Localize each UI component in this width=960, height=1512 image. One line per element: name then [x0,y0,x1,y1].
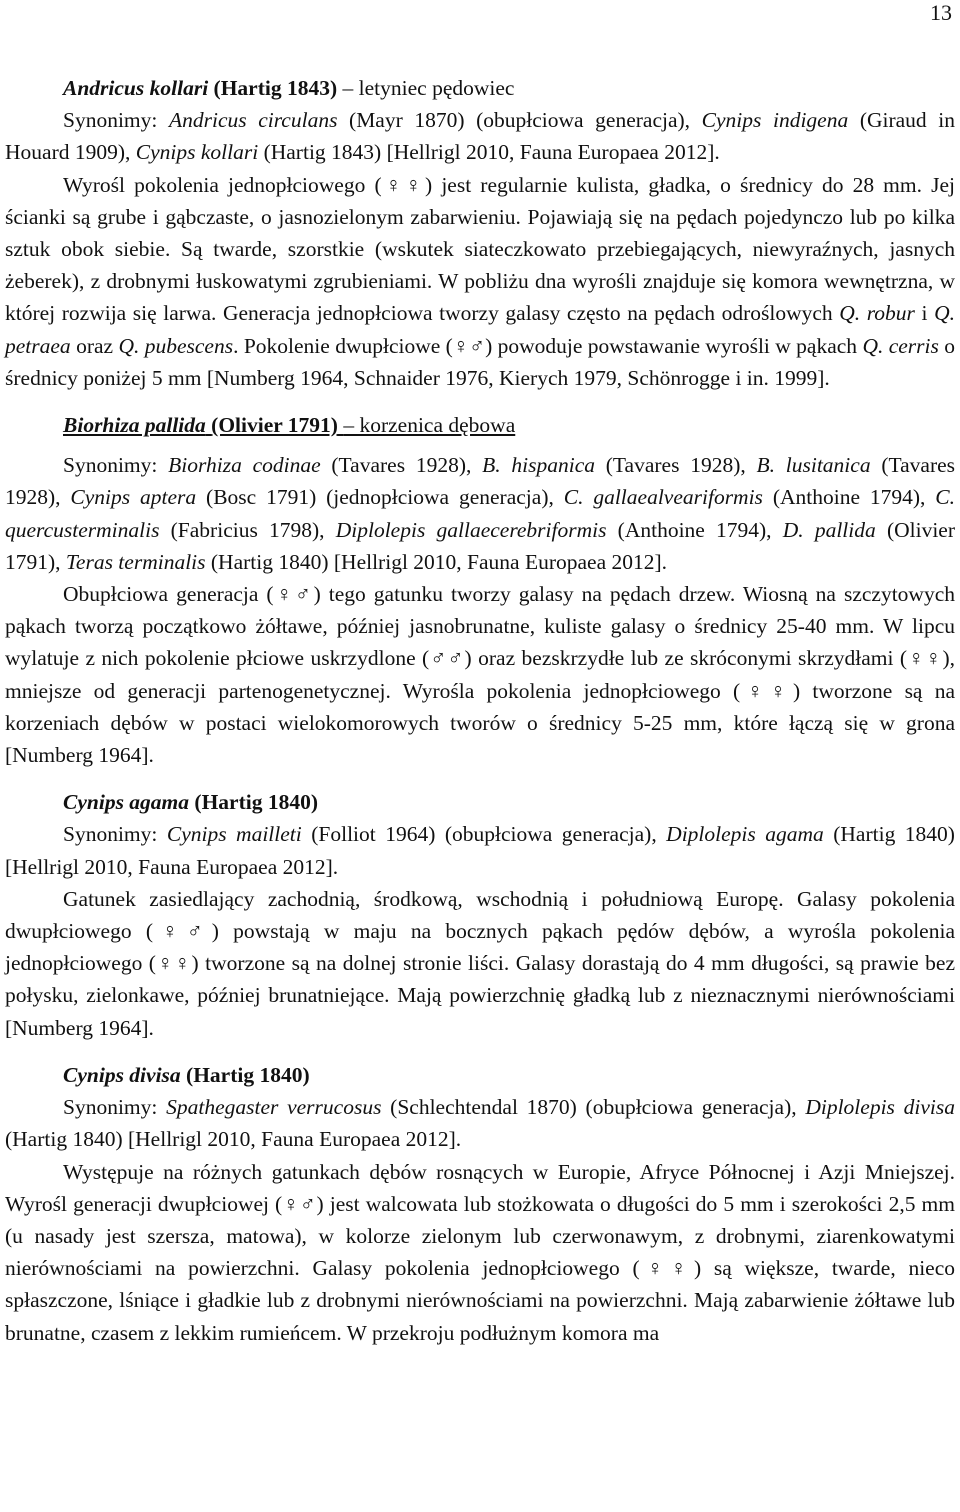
text-run: (Folliot 1964) (obupłciowa generacja), [301,822,667,847]
taxon-name: Q. robur [839,301,915,326]
taxon-name: Andricus circulans [168,108,338,133]
species-heading [5,72,955,104]
taxon-name: Biorhiza codinae [168,453,321,478]
species-author: (Hartig 1840) [186,1062,310,1087]
species-name-bold [63,1063,310,1087]
synonyms-paragraph [5,1091,955,1155]
article-body [5,72,955,1349]
text-run: oraz [70,333,119,358]
synonyms-paragraph [5,449,955,578]
taxon-name: Diplolepis agama [666,822,824,847]
text-run: i [914,301,935,326]
text-run: (Anthoine 1794), [606,517,783,542]
text-run: (Bosc 1791) (jednopłciowa generacja), [196,485,564,510]
species-heading [5,409,955,441]
taxon-name: C. gallaealveariformis [563,485,763,510]
taxon-name: Spathegaster verrucosus [166,1095,382,1120]
description-paragraph [5,883,955,1044]
taxon-name: Cynips indigena [701,108,849,133]
taxon-name: Q. petraea [5,301,955,358]
text-run: Synonimy: [63,108,169,133]
common-name: – korzenica dębowa [343,413,516,438]
taxon-name: B. lusitanica [756,453,871,478]
synonyms-paragraph [5,104,955,168]
text-run: (Hartig 1840) [Hellrigl 2010, Fauna Europaea 2012]. [205,549,668,574]
text-run: o średnicy poniżej 5 mm [Numberg 1964, Schnaider 1976, Kierych 1979, Schönrogge i in. 1999]. [5,333,956,390]
text-run: Wyrośl pokolenia jednopłciowego (♀♀) jest regularnie kulista, gładka, o średnicy do 28 mm. Jej ścianki są grube i gąbczaste, o jasnozielonym zabarwieniu. Pojawiają się na pędach pojedynczo lub po kilka sztuk obok siebie. Są twarde, szorstkie (wskutek siateczkowato przebiegających, niewyraźnych, jasnych żeberek), z drobnymi łuskowatymi zgrubieniami. W pobliżu dna wyrośli znajduje się komora wewnętrzna, w której rozwija się larwa. Generacja jednopłciowa tworzy galasy często na pędach odroślowych [5,172,955,326]
text-run: (Mayr 1870) (obupłciowa generacja), [337,108,702,133]
taxon-name: Diplolepis gallaecerebriformis [335,517,607,542]
species-name-bold [63,790,318,814]
species-heading [5,1059,955,1091]
text-run: (Tavares 1928), [320,453,483,478]
species-author: (Olivier 1791) [211,413,338,438]
description-paragraph [5,169,955,394]
taxon-name: Diplolepis divisa [805,1095,955,1120]
synonyms-paragraph [5,818,955,882]
taxon-name: Teras terminalis [65,549,206,574]
taxon-name: Q. pubescens [118,333,234,358]
text-run: Synonimy: [63,1095,167,1120]
species-name-bold [63,76,337,100]
text-run: . Pokolenie dwupłciowe (♀♂) powoduje powstawanie wyrośli w pąkach [233,333,863,358]
text-run: (Hartig 1840) [Hellrigl 2010, Fauna Europaea 2012]. [5,1127,462,1152]
species-name: Andricus kollari [63,76,209,100]
text-run: (Anthoine 1794), [762,485,936,510]
description-paragraph [5,578,955,771]
text-run: Występuje na różnych gatunkach dębów rosnących w Europie, Afryce Północnej i Azji Mniejszej. Wyrośl generacji dwupłciowej (♀♂) jest walcowata lub stożkowata o długości do 5 mm i szerokości 2,5 mm (u nasady jest szersza, matowa), w kolorze zielonym lub czerwonawym, z drobnymi, ziarenkowatymi nierównościami na powierzchni. Galasy pokolenia jednopłciowego (♀♀) są większe, twarde, nieco spłaszczone, lśniące i gładkie lub z drobnymi nierównościami na powierzchni. Mają zabarwienie żółtawe lub brunatne, czasem z lekkim rumieńcem. W przekroju podłużnym komora ma [5,1159,955,1345]
taxon-name: Q. cerris [862,333,939,358]
text-run: (Tavares 1928), [5,453,956,510]
common-name: – letyniec pędowiec [342,76,515,100]
page-number: 13 [930,0,952,25]
text-run: (Fabricius 1798), [159,517,336,542]
text-run: (Giraud in Houard 1909), [5,108,955,165]
species-name-bold [63,413,338,437]
species-name: Biorhiza pallida [63,413,206,438]
taxon-name: Cynips aptera [70,485,197,510]
taxon-name: C. quercusterminalis [5,485,956,542]
taxon-name: D. pallida [782,517,876,542]
taxon-name: Cynips mailleti [166,822,302,847]
heading-underline [63,413,515,437]
text-run: Gatunek zasiedlający zachodnią, środkową, wschodnią i południową Europę. Galasy pokolenia dwupłciowego (♀♂) powstają w maju na bocznych pąkach pędów dębów, a wyrośla pokolenia jednopłciowego (♀♀) tworzone są na dolnej stronie liści. Galasy dorastają do 4 mm długości, są prawie bez połysku, zielonkawe, później brunatniejące. Mają powierzchnię gładką lub z nieznacznymi nierównościami [Numberg 1964]. [5,886,955,1040]
species-heading [5,786,955,818]
text-run: Synonimy: [63,822,167,847]
species-author: (Hartig 1840) [194,790,318,815]
species-author: (Hartig 1843) [213,76,338,100]
species-name: Cynips divisa [63,1062,181,1087]
text-run: (Olivier 1791), [5,517,956,574]
text-run: (Hartig 1840) [Hellrigl 2010, Fauna Europaea 2012]. [5,822,955,879]
text-run: (Hartig 1843) [Hellrigl 2010, Fauna Europaea 2012]. [258,140,720,165]
text-run: (Tavares 1928), [595,453,757,478]
description-paragraph [5,1156,955,1349]
taxon-name: B. hispanica [482,453,596,478]
text-run: Obupłciowa generacja (♀♂) tego gatunku tworzy galasy na pędach drzew. Wiosną na szczytowych pąkach tworzą początkowo żółtawe, później jasnobrunatne, kuliste galasy o średnicy 25-40 mm. W lipcu wylatuje z nich pokolenie płciowe uskrzydlone (♂♂) oraz bezskrzydłe lub ze skróconymi skrzydłami (♀♀), mniejsze od generacji partenogenetycznej. Wyrośla pokolenia jednopłciowego (♀♀) tworzone są na korzeniach dębów w postaci wielokomorowych tworów o średnicy 5-25 mm, które łączą się w grona [Numberg 1964]. [5,582,955,768]
text-run: (Schlechtendal 1870) (obupłciowa generacja), [381,1095,806,1120]
species-name: Cynips agama [63,790,190,815]
taxon-name: Cynips kollari [135,140,259,165]
text-run: Synonimy: [63,453,169,478]
